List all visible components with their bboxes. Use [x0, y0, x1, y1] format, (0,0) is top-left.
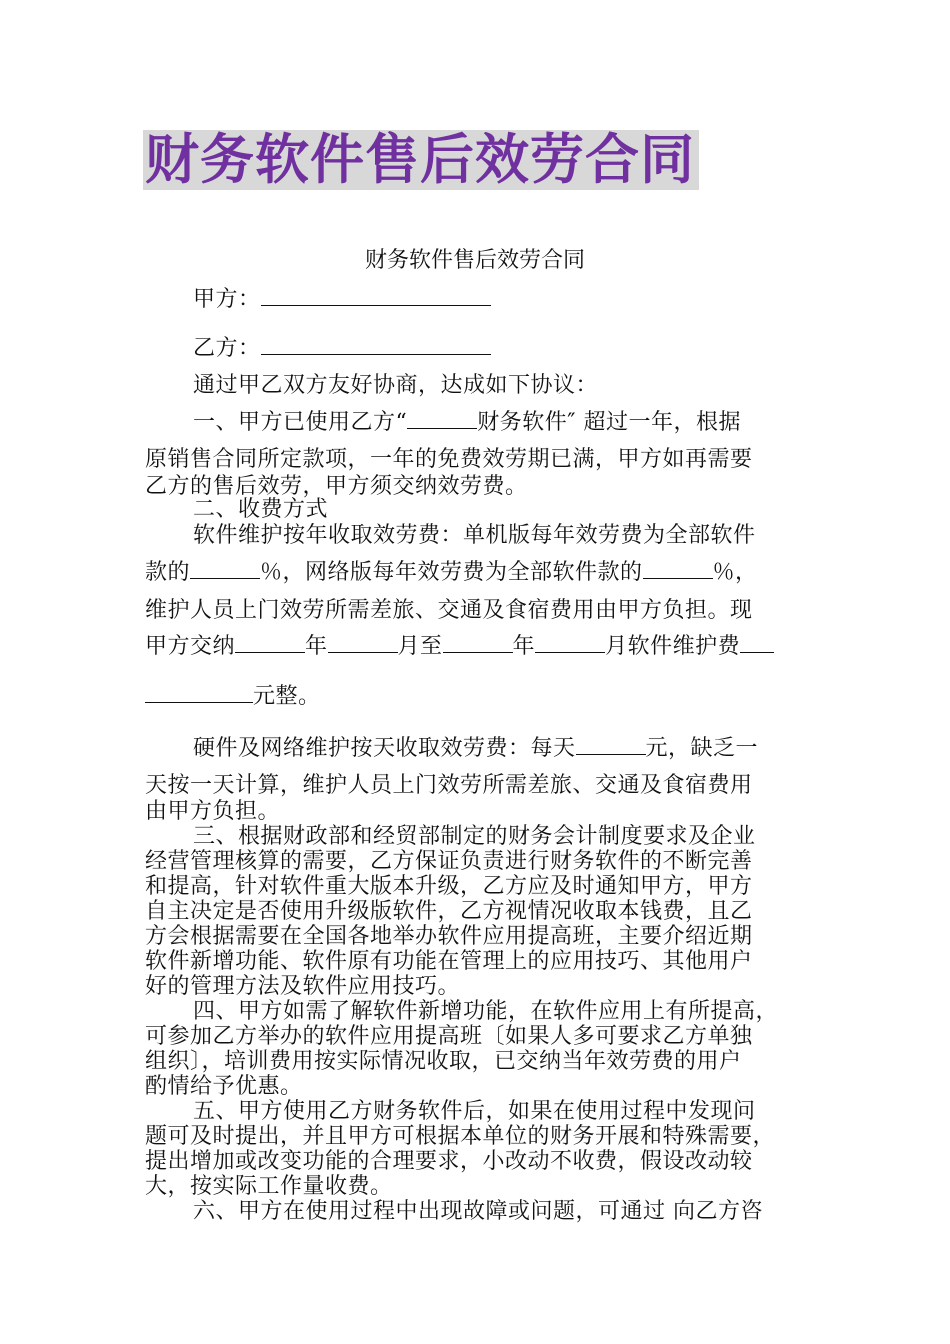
- fee-blank-end: [145, 682, 253, 703]
- clause1-text-b: 财务软件″ 超过一年，根据: [477, 410, 741, 435]
- hardware-line3: 由甲方负担。: [145, 799, 281, 824]
- clause3-line: 三、根据财政部和经贸部制定的财务会计制度要求及企业: [193, 824, 756, 849]
- daily-fee-blank: [576, 734, 646, 755]
- clause2-line4-a: 甲方交纳: [145, 634, 236, 659]
- clause1-line3: 乙方的售后效劳，甲方须交纳效劳费。: [145, 474, 528, 499]
- clause4-line: 四、甲方如需了解软件新增功能，在软件应用上有所提高，: [193, 999, 779, 1024]
- party-b-line: [193, 334, 491, 363]
- party-a-line: [193, 285, 491, 314]
- clause1-line2: 原销售合同所定款项，一年的免费效劳期已满，甲方如再需要: [145, 447, 753, 472]
- title-banner: [143, 130, 699, 190]
- clause2-line4-e: 月软件维护费: [605, 634, 741, 659]
- clause2-line3: 维护人员上门效劳所需差旅、交通及食宿费用由甲方负担。现: [145, 598, 753, 623]
- clause2-line4: [145, 632, 774, 661]
- hardware-line1-b: 元，缺乏一: [645, 736, 759, 761]
- clause4-line: 酌情给予优惠。: [145, 1074, 303, 1099]
- end-year-blank: [443, 632, 513, 653]
- clause2-line2-a: 款的: [145, 560, 191, 585]
- clause3-line: 方会根据需要在全国各地举办软件应用提高班，主要介绍近期: [145, 924, 753, 949]
- hardware-line1: [193, 734, 758, 763]
- end-month-blank: [535, 632, 605, 653]
- party-a-label: 甲方：: [193, 287, 261, 312]
- clause4-line: 组织〕，培训费用按实际情况收取，已交纳当年效劳费的用户: [145, 1049, 742, 1074]
- fee-blank-start: [740, 632, 774, 653]
- start-year-blank: [235, 632, 305, 653]
- clause3-line: 好的管理方法及软件应用技巧。: [145, 974, 461, 999]
- start-month-blank: [328, 632, 398, 653]
- clause2-line5-b: 元整。: [253, 684, 321, 709]
- software-name-blank: [407, 408, 477, 429]
- clause3-line: 经营管理核算的需要，乙方保证负责进行财务软件的不断完善: [145, 849, 753, 874]
- clause2-line2-b: ％，网络版每年效劳费为全部软件款的: [260, 560, 643, 585]
- clause3-line: 和提高，针对软件重大版本升级，乙方应及时通知甲方，甲方: [145, 874, 753, 899]
- hardware-line1-a: 硬件及网络维护按天收取效劳费：每天: [193, 736, 576, 761]
- clause2-line4-c: 月至: [397, 634, 443, 659]
- clause2-line5: [145, 682, 321, 711]
- clause1-text-a: 一、甲方已使用乙方“: [193, 410, 408, 435]
- network-rate-blank: [643, 558, 713, 579]
- hardware-line2: 天按一天计算，维护人员上门效劳所需差旅、交通及食宿费用: [145, 773, 753, 798]
- clause5-line: 提出增加或改变功能的合理要求，小改动不收费，假设改动较: [145, 1149, 753, 1174]
- clause2-line2-c: ％，: [712, 560, 758, 585]
- single-rate-blank: [190, 558, 260, 579]
- party-a-blank: [261, 285, 491, 306]
- clause5-line: 大，按实际工作量收费。: [145, 1174, 393, 1199]
- clause4-line: 可参加乙方举办的软件应用提高班〔如果人多可要求乙方单独: [145, 1024, 753, 1049]
- clause1-line1: [193, 408, 741, 437]
- party-b-label: 乙方：: [193, 336, 261, 361]
- document-title: 财务软件售后效劳合同: [364, 248, 585, 273]
- clause2-line2: [145, 558, 758, 587]
- intro-line: 通过甲乙双方友好协商，达成如下协议：: [193, 373, 599, 398]
- clause5-line: 五、甲方使用乙方财务软件后，如果在使用过程中发现问: [193, 1099, 756, 1124]
- clause2-line4-d: 年: [512, 634, 536, 659]
- clause3-line: 自主决定是否使用升级版软件，乙方视情况收取本钱费，且乙: [145, 899, 753, 924]
- clause2-line1: 软件维护按年收取效劳费：单机版每年效劳费为全部软件: [193, 523, 756, 548]
- banner-title: 财务软件售后效劳合同: [145, 128, 695, 191]
- clause2-line4-b: 年: [305, 634, 328, 659]
- clause6-line: 六、甲方在使用过程中出现故障或问题，可通过 向乙方咨: [193, 1199, 763, 1224]
- clause5-line: 题可及时提出，并且甲方可根据本单位的财务开展和特殊需要，: [145, 1124, 776, 1149]
- party-b-blank: [261, 334, 491, 355]
- clause3-line: 软件新增功能、软件原有功能在管理上的应用技巧、其他用户: [145, 949, 753, 974]
- clause2-heading: 二、收费方式: [193, 497, 329, 522]
